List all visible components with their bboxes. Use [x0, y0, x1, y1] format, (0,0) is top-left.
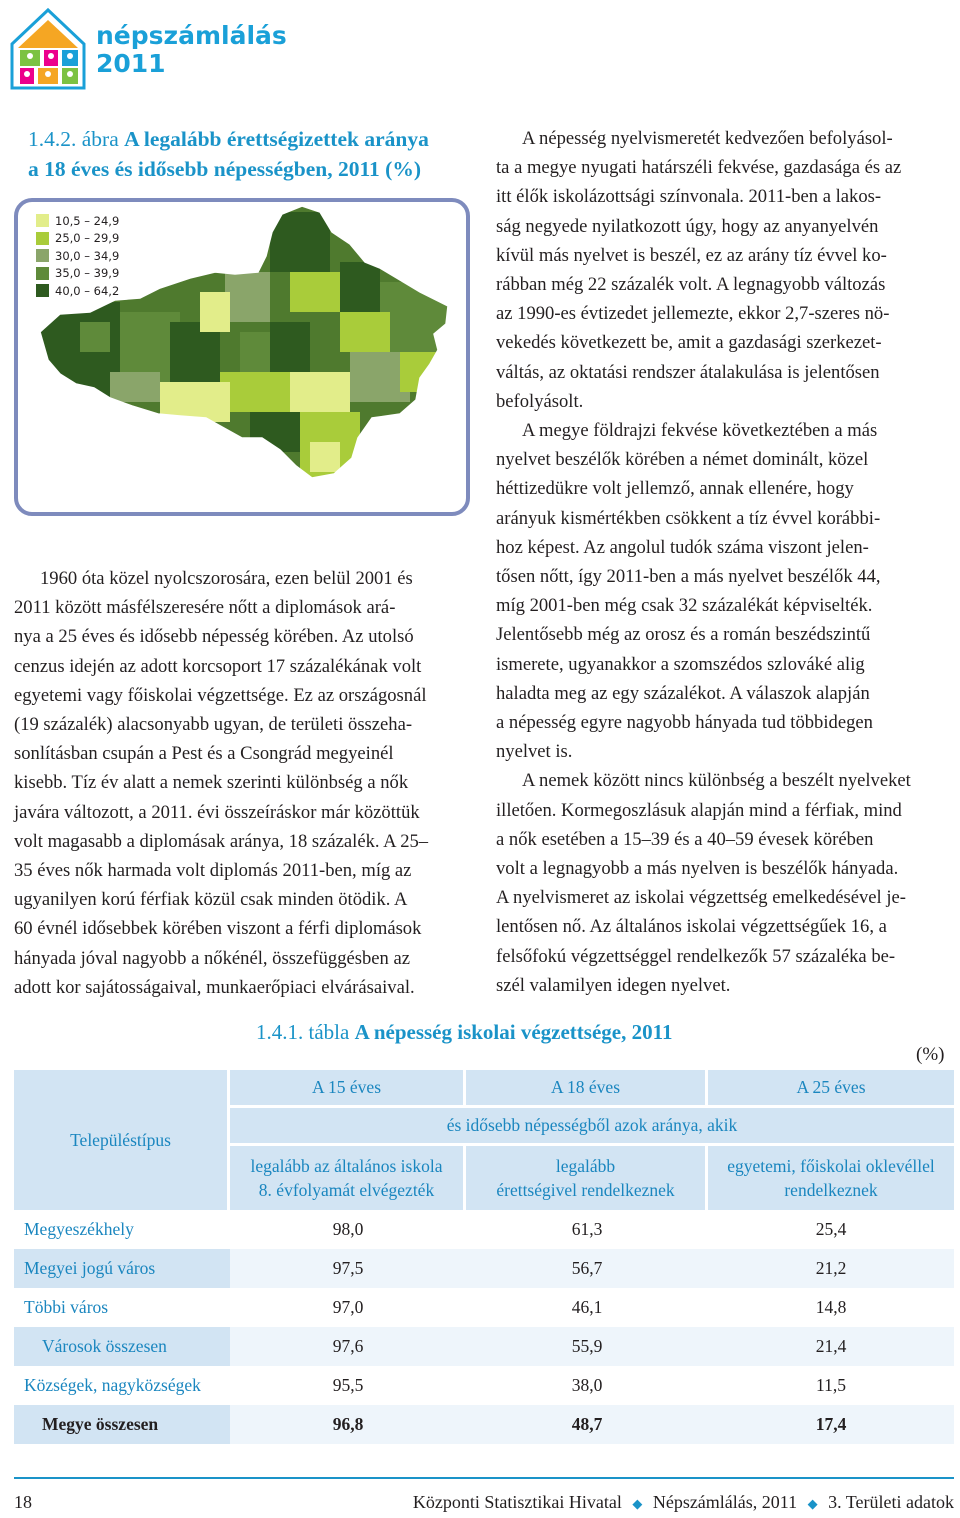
text-line: az 1990-es évtizedet jellemezte, ekkor 2,7-szeres nö-	[496, 303, 890, 325]
text-line: illetően. Kormegoszlásuk alapján mind a férfiak, mind	[496, 799, 902, 821]
text-line: arányuk kismértékben csökkent a tíz évvel korábbi-	[496, 507, 881, 529]
text-line: A nyelvismeret az iskolai végzettség emelkedésével je-	[496, 887, 906, 909]
education-table	[14, 1070, 954, 1444]
text-line: a nők esetében a 15–39 és a 40–59 évesek körében	[496, 828, 874, 850]
col-header-age-18: A 18 éves	[466, 1070, 708, 1108]
text-line: cenzus idején az adott korcsoport 17 százalékának volt	[14, 655, 422, 677]
text-line: nyelvet beszélők körében a német dominált, közel	[496, 449, 869, 471]
figure-title-line-1: A legalább érettségizettek aránya	[124, 127, 429, 151]
table-row: Megyeszékhely 98,0 61,3 25,4	[14, 1210, 954, 1249]
legend-item: 25,0 – 29,9	[36, 230, 119, 248]
figure-title	[28, 124, 488, 184]
text-line: hoz képest. Az angolul tudók száma viszont jelen-	[496, 536, 869, 558]
footer-section: 3. Területi adatok	[828, 1492, 954, 1512]
text-line: héttizedükre volt jellemző, annak ellenére, hogy	[496, 478, 854, 500]
text-line: sonlításban csupán a Pest és a Csongrád megyeinél	[14, 743, 394, 765]
left-text-column	[14, 564, 474, 1002]
text-line: A megye földrajzi fekvése következtében a más	[522, 420, 878, 442]
table-row: Községek, nagyközségek 95,5 38,0 11,5	[14, 1366, 954, 1405]
text-line: kívül más nyelvet is beszél, ez az arány tíz évvel ko-	[496, 244, 887, 266]
text-line: rábban még 22 százalék volt. A legnagyobb változás	[496, 274, 886, 296]
text-line: A népesség nyelvismeretét kedvezően befolyásol-	[522, 128, 893, 149]
text-line: nya a 25 éves és idősebb népesség körében. Az utolsó	[14, 626, 414, 648]
legend-item: 10,5 – 24,9	[36, 212, 119, 230]
text-line: 1960 óta közel nyolcszorosára, ezen belül 2001 és	[40, 568, 413, 589]
text-line: adott kor sajátosságaival, munkaerőpiaci elvárásaival.	[14, 976, 415, 998]
footer-publisher: Központi Statisztikai Hivatal	[412, 1492, 622, 1512]
text-line: volt magasabb a diplomásak aránya, 18 százalék. A 25–	[14, 830, 429, 852]
text-line: 60 évnél idősebbek körében viszont a férfi diplomások	[14, 918, 422, 940]
col-header-type: Településtípus	[14, 1070, 230, 1210]
logo	[8, 4, 308, 90]
text-line: 2011 között másfélszeresére nőtt a diplomások ará-	[14, 597, 396, 619]
footer-rule	[14, 1477, 954, 1479]
text-line: volt a legnagyobb a más nyelven is beszélők hányada.	[496, 858, 899, 880]
text-line: a népesség egyre nagyobb hányada tud többidegen	[496, 712, 873, 734]
footer-series: Népszámlálás, 2011	[652, 1492, 798, 1512]
table-row: Városok összesen 97,6 55,9 21,4	[14, 1327, 954, 1366]
text-line: A nemek között nincs különbség a beszélt nyelveket	[522, 770, 911, 792]
text-line: ta a megye nyugati határszéli fekvése, gazdasága és az	[496, 157, 902, 179]
logo-house-icon	[8, 4, 88, 90]
span-header: és idősebb népességből azok aránya, akik	[230, 1108, 954, 1146]
diamond-icon: ◆	[632, 1495, 643, 1511]
text-line: (19 százalék) alacsonyabb ugyan, de területi összeha-	[14, 714, 413, 736]
sub-header-3: egyetemi, főiskolai oklevéllel rendelkeznek	[708, 1146, 954, 1210]
text-line: váltás, az oktatási rendszer átalakulása is jelentősen	[496, 361, 880, 383]
table-title	[256, 1020, 672, 1045]
figure-label: 1.4.2. ábra	[28, 127, 125, 151]
col-header-age-25: A 25 éves	[708, 1070, 954, 1108]
footer-text	[366, 1492, 954, 1513]
legend-item: 30,0 – 34,9	[36, 247, 119, 265]
text-line: ugyanilyen korú férfiak közül csak minden ötödik. A	[14, 889, 408, 911]
legend-item: 40,0 – 64,2	[36, 282, 119, 300]
text-line: kisebb. Tíz év alatt a nemek szerinti különbség a nők	[14, 772, 409, 794]
text-line: ismerete, ugyanakkor a szomszédos szlováké alig	[496, 653, 865, 675]
text-line: tősen nőtt, így 2011-ben a más nyelvet beszélők 44,	[496, 566, 881, 588]
diamond-icon: ◆	[807, 1495, 818, 1511]
logo-line-1: népszámlálás	[96, 21, 287, 50]
logo-line-2: 2011	[96, 49, 166, 78]
text-line: felsőfokú végzettséggel rendelkezők 57 százaléka be-	[496, 945, 896, 967]
text-line: egyetemi vagy főiskolai végzettsége. Ez az országosnál	[14, 684, 427, 706]
text-line: ság negyede nyilatkozott úgy, hogy az anyanyelvén	[496, 215, 879, 237]
table-label: 1.4.1. tábla	[256, 1020, 355, 1044]
right-text-column	[496, 124, 954, 1000]
text-line: szél valamilyen idegen nyelvet.	[496, 974, 731, 996]
text-line: hányada jóval nagyobb a nőkénél, összefüggésben az	[14, 947, 411, 969]
text-line: lentősen nő. Az általános iskolai végzettségűek 16, a	[496, 916, 887, 938]
legend-item: 35,0 – 39,9	[36, 265, 119, 283]
figure-title-line-2: a 18 éves és idősebb népességben, 2011 (%)	[28, 157, 421, 181]
page-number: 18	[14, 1492, 32, 1512]
table-row: Megyei jogú város 97,5 56,7 21,2	[14, 1249, 954, 1288]
text-line: javára változott, a 2011. évi összeíráskor már közöttük	[14, 801, 420, 823]
col-header-age-15: A 15 éves	[230, 1070, 466, 1108]
county-map	[20, 202, 466, 512]
table-unit: (%)	[916, 1044, 945, 1065]
table-row: Többi város 97,0 46,1 14,8	[14, 1288, 954, 1327]
text-line: itt élők iskolázottsági színvonala. 2011-ben a lakos-	[496, 186, 882, 208]
text-line: haladta meg az egy százalékot. A válaszok alapján	[496, 682, 870, 704]
text-line: nyelvet is.	[496, 741, 573, 763]
text-line: míg 2001-ben még csak 32 százalékát képviselték.	[496, 595, 873, 617]
sub-header-1: legalább az általános iskola 8. évfolyamát elvégezték	[230, 1146, 466, 1210]
table-title-text: A népesség iskolai végzettsége, 2011	[354, 1020, 673, 1044]
text-line: 35 éves nők harmada volt diplomás 2011-ben, míg az	[14, 860, 412, 882]
text-line: Jelentősebb még az orosz és a román beszédszintű	[496, 624, 871, 646]
table-row-total: Megye összesen 96,8 48,7 17,4	[14, 1405, 954, 1444]
text-line: vekedés következett be, amit a gazdasági szerkezet-	[496, 332, 882, 354]
sub-header-2: legalább érettségivel rendelkeznek	[466, 1146, 708, 1210]
text-line: befolyásolt.	[496, 390, 584, 412]
